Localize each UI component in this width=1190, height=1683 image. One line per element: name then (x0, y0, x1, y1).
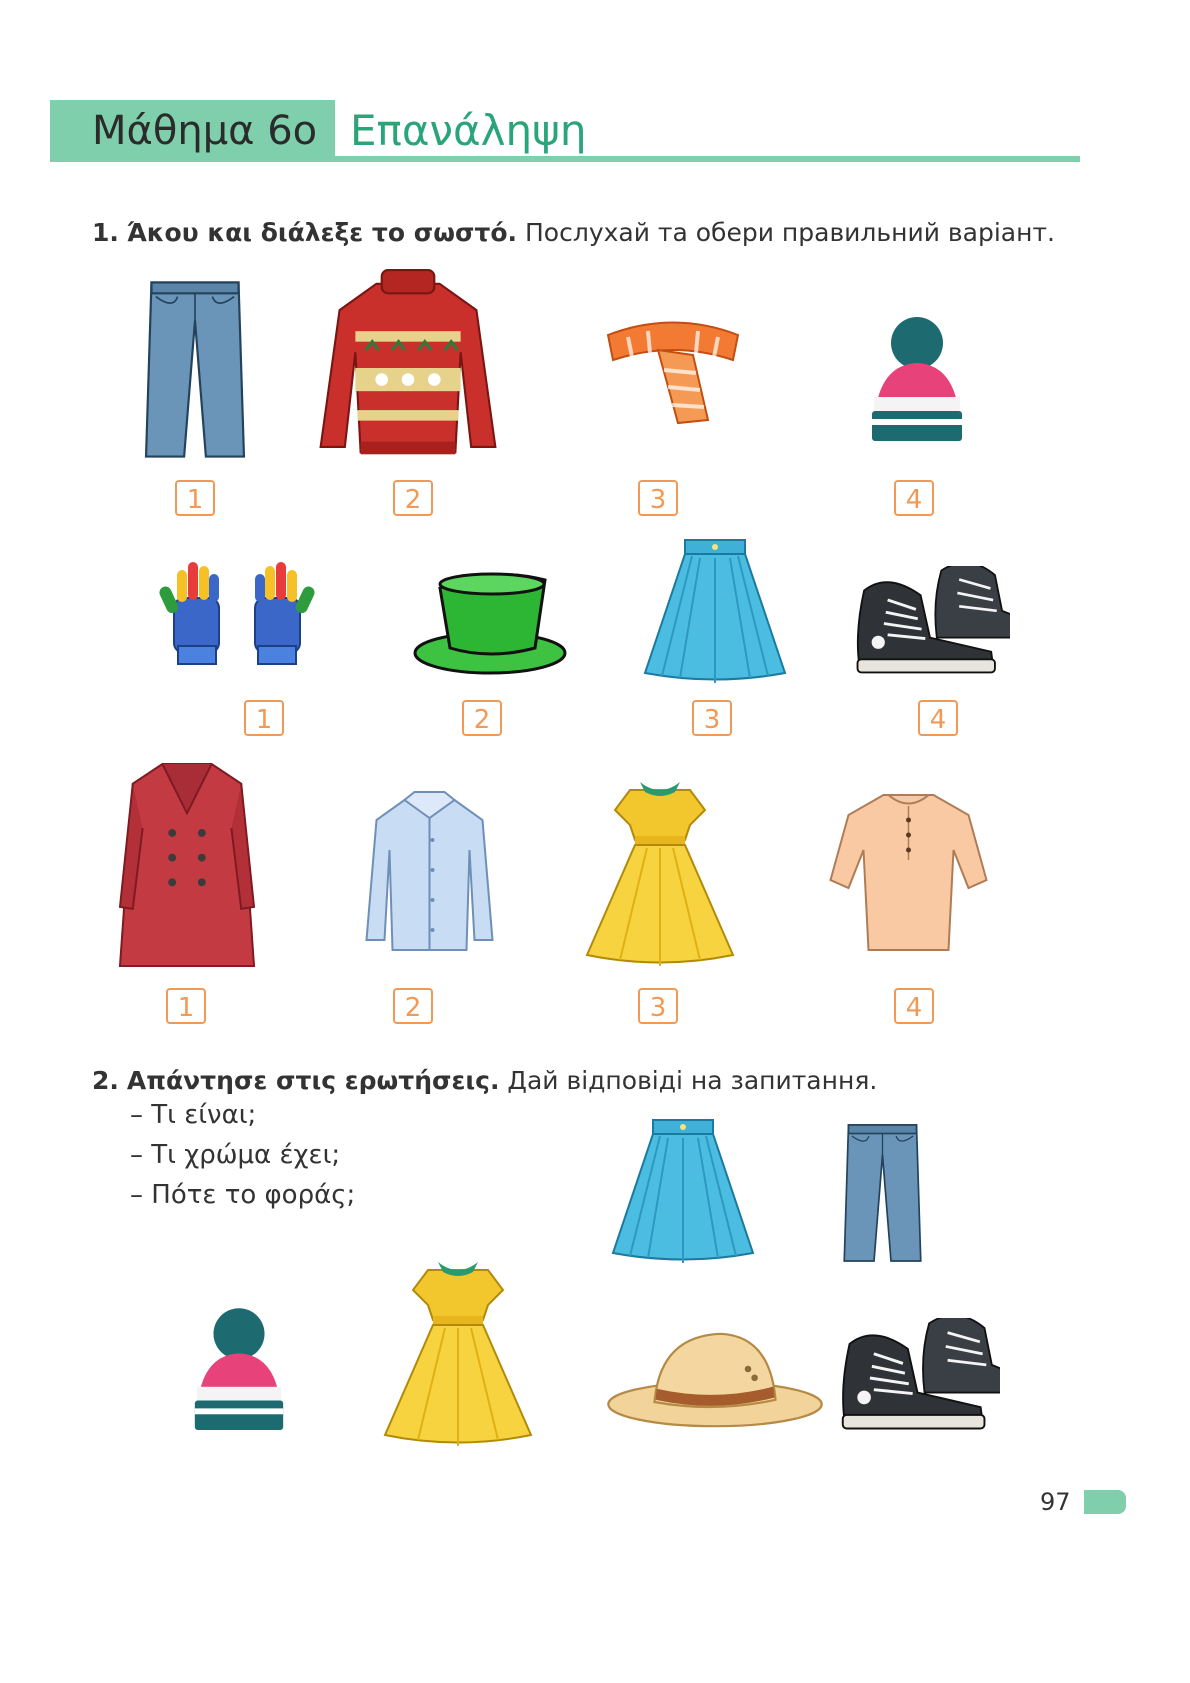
skirt-icon (640, 538, 790, 688)
option-1-row-3[interactable]: 1 (166, 988, 206, 1024)
lesson-number: Μάθημα 6ο (92, 108, 318, 154)
jeans-icon (140, 277, 250, 462)
task-2-number: 2. (92, 1066, 119, 1095)
sneakers-icon (850, 566, 1010, 681)
coat-icon (118, 755, 256, 980)
option-3-row-3[interactable]: 3 (638, 988, 678, 1024)
option-4-row-2[interactable]: 4 (918, 700, 958, 736)
option-1-row-2[interactable]: 1 (244, 700, 284, 736)
straw-hat-icon (605, 1325, 825, 1435)
page-tab (1084, 1490, 1126, 1514)
question-what-color: – Τι χρώμα έχει; (130, 1140, 341, 1170)
option-2-row-3[interactable]: 2 (393, 988, 433, 1024)
task-1-ukrainian: Послухай та обери правильний варіант. (525, 218, 1055, 247)
beanie-icon (185, 1305, 293, 1445)
page-number: 97 (1040, 1488, 1071, 1516)
shirt-icon (362, 790, 497, 960)
option-2-row-2[interactable]: 2 (462, 700, 502, 736)
task-2-instruction (92, 1066, 877, 1095)
task-1-instruction (92, 218, 1055, 247)
question-what-is-it: – Τι είναι; (130, 1100, 257, 1130)
sweater-icon (318, 268, 498, 468)
sneakers-icon (835, 1318, 1000, 1438)
beanie-icon (862, 315, 972, 455)
blouse-icon (826, 790, 991, 960)
skirt-icon (608, 1118, 758, 1268)
task-2-ukrainian: Дай відповіді на запитання. (507, 1066, 878, 1095)
jeans-icon (840, 1118, 925, 1268)
dress-icon (380, 1250, 536, 1450)
option-1-row-1[interactable]: 1 (175, 480, 215, 516)
lesson-title: Επανάληψη (350, 106, 587, 155)
question-when-worn: – Πότε το φοράς; (130, 1180, 356, 1210)
scarf-icon (598, 290, 748, 450)
green-hat-icon (410, 568, 570, 678)
option-3-row-1[interactable]: 3 (638, 480, 678, 516)
option-4-row-1[interactable]: 4 (894, 480, 934, 516)
option-4-row-3[interactable]: 4 (894, 988, 934, 1024)
option-2-row-1[interactable]: 2 (393, 480, 433, 516)
option-3-row-2[interactable]: 3 (692, 700, 732, 736)
dress-icon (582, 770, 738, 970)
task-1-number: 1. (92, 218, 119, 247)
task-1-greek: Άκου και διάλεξε το σωστό. (126, 218, 518, 247)
gloves-icon (152, 558, 322, 668)
task-2-greek: Απάντησε στις ερωτήσεις. (126, 1066, 500, 1095)
